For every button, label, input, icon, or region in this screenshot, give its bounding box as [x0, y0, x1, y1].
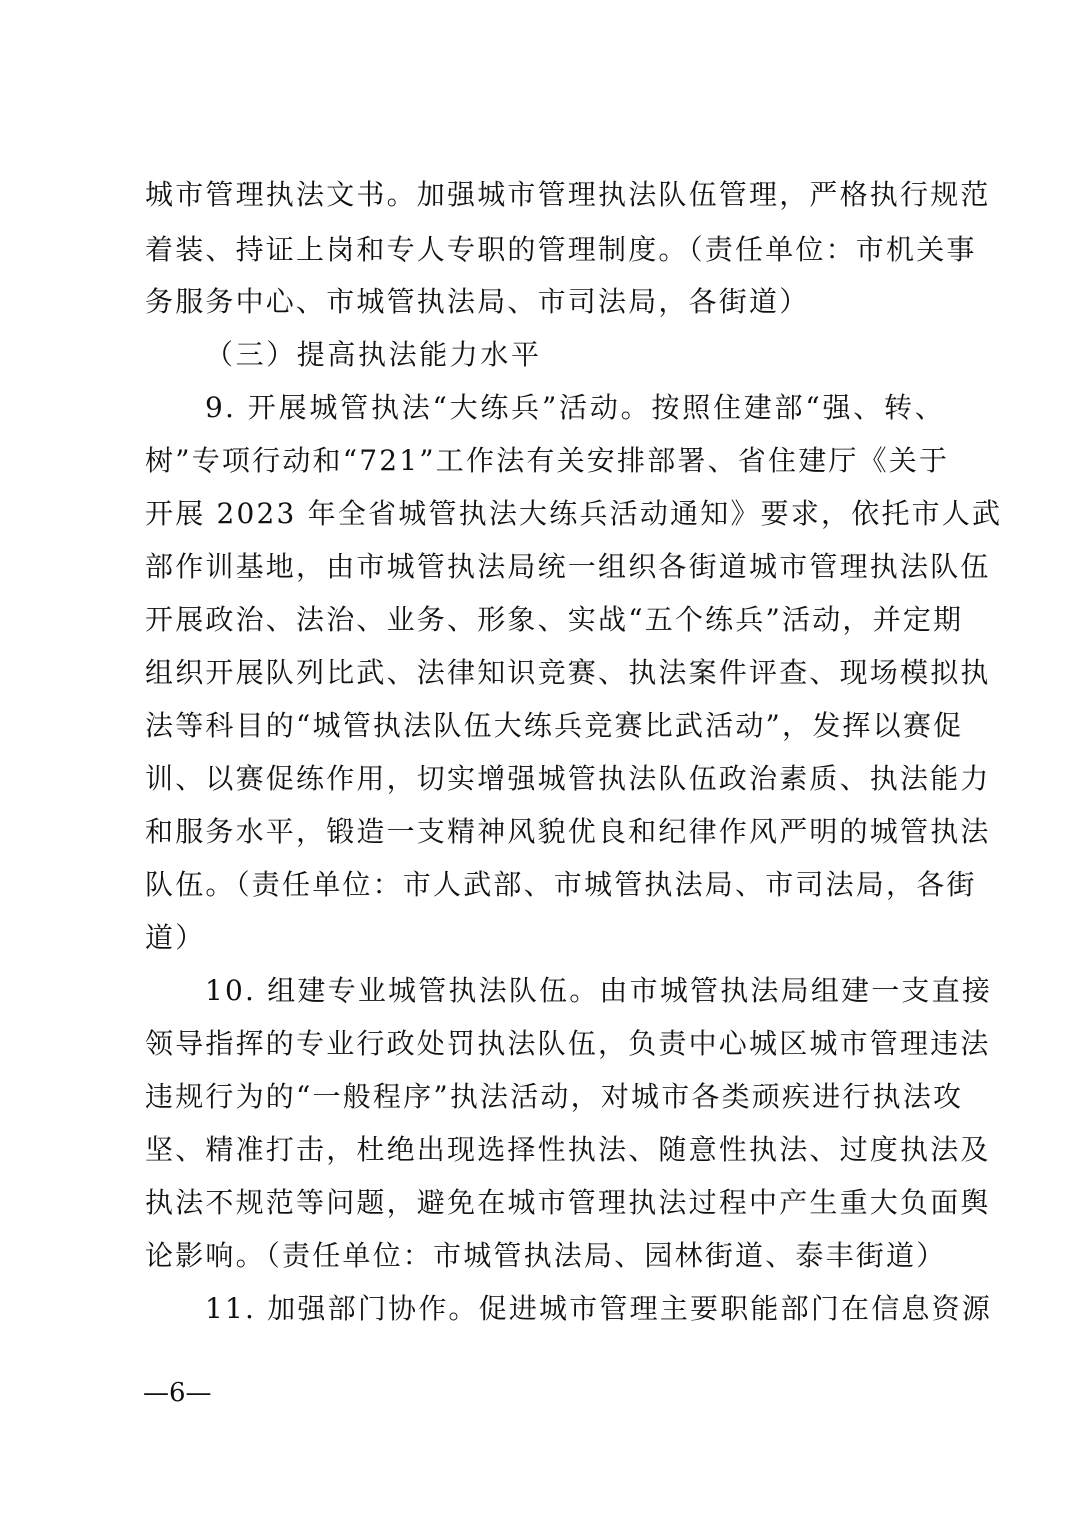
body-text-line: 组织开展队列比武、法律知识竞赛、执法案件评查、现场模拟执: [145, 656, 991, 689]
body-text-line: 法等科目的“城管执法队伍大练兵竞赛比武活动”，发挥以赛促: [145, 709, 964, 742]
item-11-heading-line: 11. 加强部门协作。促进城市管理主要职能部门在信息资源: [205, 1292, 993, 1325]
page-number: —6—: [143, 1378, 212, 1408]
body-text-line: 坚、精准打击，杜绝出现选择性执法、随意性执法、过度执法及: [145, 1133, 991, 1166]
body-text-line: 论影响。（责任单位：市城管执法局、园林街道、泰丰街道）: [145, 1239, 947, 1272]
body-text-line: 道）: [145, 921, 206, 954]
section-heading: （三）提高执法能力水平: [205, 338, 542, 371]
body-text-line: 着装、持证上岗和专人专职的管理制度。（责任单位：市机关事: [145, 233, 977, 266]
body-text-line: 执法不规范等问题，避免在城市管理执法过程中产生重大负面舆: [145, 1186, 991, 1219]
item-10-heading-line: 10. 组建专业城管执法队伍。由市城管执法局组建一支直接: [205, 974, 993, 1007]
body-text-line: 开展 2023 年全省城管执法大练兵活动通知》要求，依托市人武: [145, 497, 1003, 530]
item-9-heading-line: 9. 开展城管执法“大练兵”活动。按照住建部“强、转、: [205, 391, 945, 424]
body-text-line: 和服务水平，锻造一支精神风貌优良和纪律作风严明的城管执法: [145, 815, 991, 848]
body-text-line: 训、以赛促练作用，切实增强城管执法队伍政治素质、执法能力: [145, 762, 991, 795]
body-text-line: 树”专项行动和“721”工作法有关安排部署、省住建厅《关于: [145, 444, 950, 477]
body-text-line: 领导指挥的专业行政处罚执法队伍，负责中心城区城市管理违法: [145, 1027, 991, 1060]
body-text-line: 队伍。（责任单位：市人武部、市城管执法局、市司法局，各街: [145, 868, 977, 901]
body-text-line: 城市管理执法文书。加强城市管理执法队伍管理，严格执行规范: [145, 178, 991, 211]
body-text-line: 部作训基地，由市城管执法局统一组织各街道城市管理执法队伍: [145, 550, 991, 583]
body-text-line: 违规行为的“一般程序”执法活动，对城市各类顽疾进行执法攻: [145, 1080, 964, 1113]
body-text-line: 务服务中心、市城管执法局、市司法局，各街道）: [145, 285, 810, 318]
body-text-line: 开展政治、法治、业务、形象、实战“五个练兵”活动，并定期: [145, 603, 964, 636]
